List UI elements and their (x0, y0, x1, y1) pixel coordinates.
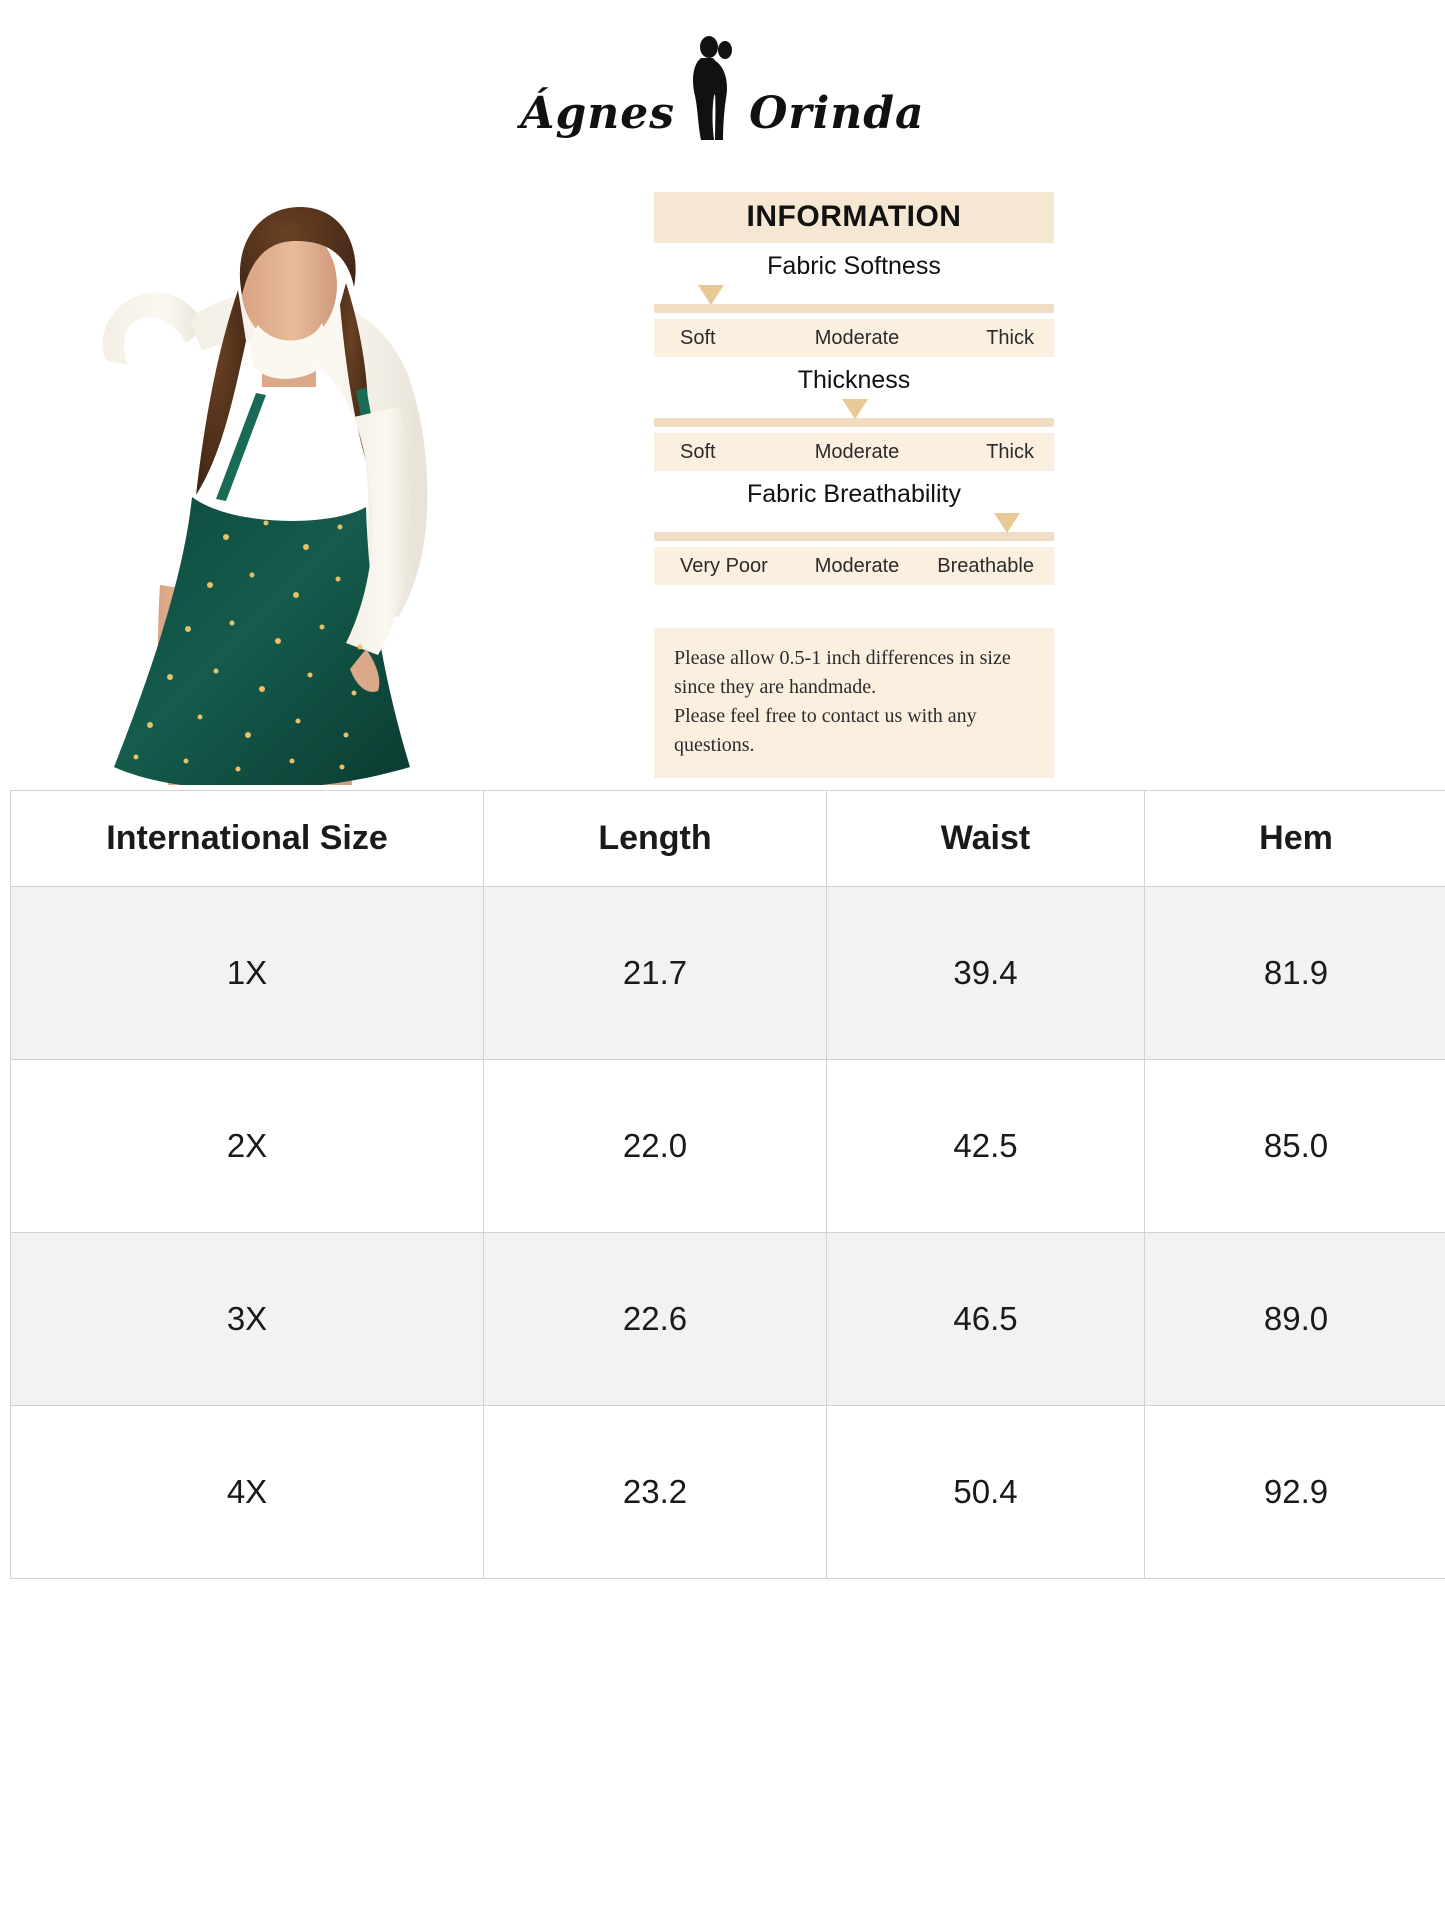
cell-waist: 46.5 (827, 1233, 1145, 1406)
metric-bar-track (654, 304, 1054, 313)
note-line-1: Please allow 0.5-1 inch differences in size (674, 647, 1011, 669)
cell-length: 21.7 (484, 887, 827, 1060)
cell-waist: 50.4 (827, 1406, 1145, 1579)
table-header-row (11, 791, 1445, 887)
size-chart-table (10, 790, 1445, 1579)
scale-label-high: Breathable (937, 554, 1034, 577)
table-row (11, 1233, 1445, 1406)
product-photo (10, 155, 570, 785)
scale-label-low: Soft (680, 440, 716, 463)
cell-hem: 92.9 (1145, 1406, 1445, 1579)
brand-name-right: Orinda (749, 88, 925, 139)
scale-label-low: Soft (680, 326, 716, 349)
metric-bar (654, 285, 1054, 319)
metric-fabric-breathability (654, 480, 1054, 585)
information-title: INFORMATION (654, 192, 1054, 243)
cell-length: 22.0 (484, 1060, 827, 1233)
header-international-size: International Size (11, 791, 484, 887)
cell-length: 23.2 (484, 1406, 827, 1579)
scale-label-high: Thick (986, 326, 1034, 349)
metric-label: Fabric Breathability (747, 480, 961, 508)
note-line-2: since they are handmade. (674, 676, 877, 698)
metric-thickness (654, 366, 1054, 471)
cell-hem: 85.0 (1145, 1060, 1445, 1233)
note-line-3: Please feel free to contact us with any questions. (674, 705, 977, 756)
cell-size: 2X (11, 1060, 484, 1233)
metric-scale (654, 319, 1054, 357)
brand-name-left: Ágnes (520, 88, 676, 139)
cell-waist: 42.5 (827, 1060, 1145, 1233)
metric-label: Thickness (797, 366, 911, 394)
metric-scale (654, 433, 1054, 471)
woman-silhouette-icon (681, 34, 743, 142)
cell-hem: 81.9 (1145, 887, 1445, 1060)
metric-fabric-softness (654, 252, 1054, 357)
metric-scale (654, 547, 1054, 585)
table-row (11, 887, 1445, 1060)
size-note (654, 628, 1054, 778)
metric-label: Fabric Softness (767, 252, 941, 280)
brand-logo (0, 18, 1445, 158)
scale-label-low: Very Poor (680, 554, 768, 577)
scale-label-mid: Moderate (814, 326, 900, 349)
information-panel (654, 192, 1054, 585)
metric-bar-track (654, 532, 1054, 541)
header-waist: Waist (827, 791, 1145, 887)
metric-bar (654, 399, 1054, 433)
cell-length: 22.6 (484, 1233, 827, 1406)
table-row (11, 1406, 1445, 1579)
cell-size: 3X (11, 1233, 484, 1406)
header-hem: Hem (1145, 791, 1445, 887)
metric-marker-icon (994, 513, 1020, 533)
scale-label-mid: Moderate (814, 554, 900, 577)
scale-label-mid: Moderate (814, 440, 900, 463)
metric-bar (654, 513, 1054, 547)
metric-bar-track (654, 418, 1054, 427)
cell-waist: 39.4 (827, 887, 1145, 1060)
metric-marker-icon (842, 399, 868, 419)
table-row (11, 1060, 1445, 1233)
cell-hem: 89.0 (1145, 1233, 1445, 1406)
cell-size: 4X (11, 1406, 484, 1579)
metric-marker-icon (698, 285, 724, 305)
header-length: Length (484, 791, 827, 887)
scale-label-high: Thick (986, 440, 1034, 463)
cell-size: 1X (11, 887, 484, 1060)
